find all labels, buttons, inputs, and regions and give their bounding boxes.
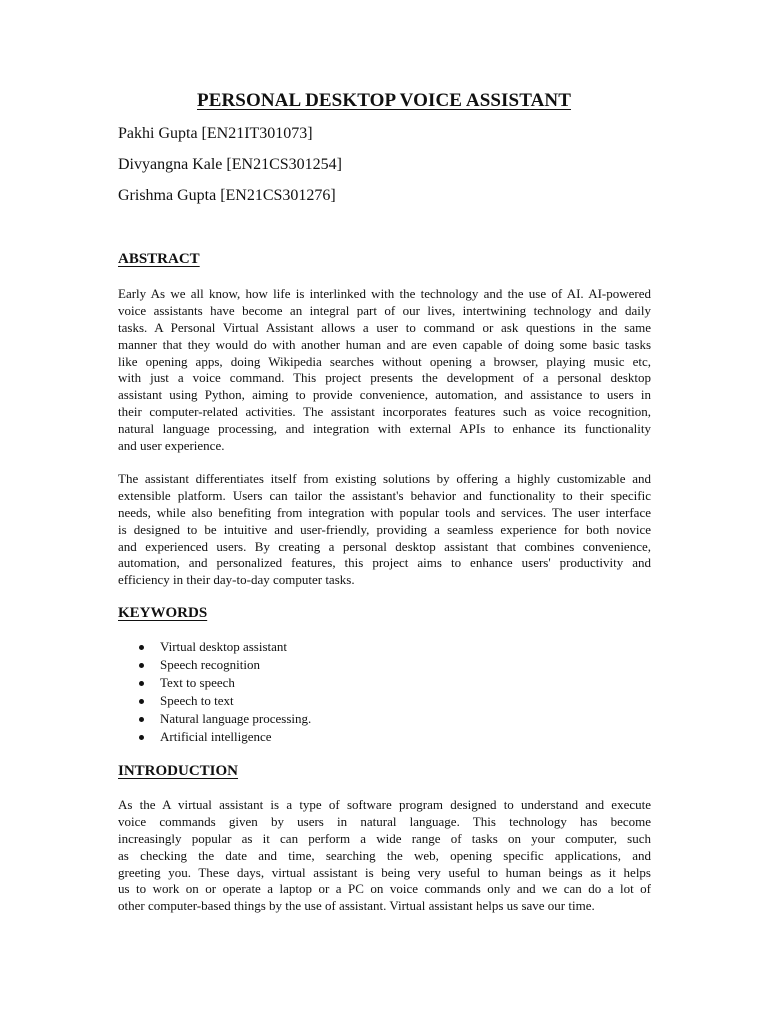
author-2: Divyangna Kale [EN21CS301254] [118, 156, 342, 173]
text-line: manner that they would do with another human and are even capable of doing some basic tasks [118, 336, 651, 352]
text-line: efficiency in their day-to-day computer tasks. [118, 572, 355, 588]
keyword-text: Text to speech [160, 675, 235, 691]
bullet-icon [139, 699, 144, 704]
bullet-icon [139, 717, 144, 722]
text-line: as checking the date and time, searching the web, opening specific applications, and [118, 847, 651, 863]
keyword-text: Artificial intelligence [160, 729, 272, 745]
keyword-text: Speech recognition [160, 657, 260, 673]
keywords-list [118, 638, 651, 747]
text-line: us to work on or operate a laptop or a PC on voice commands only and we can do a lot of [118, 881, 651, 897]
bullet-icon [139, 663, 144, 668]
text-line: needs, while also benefiting from integration with popular tools and services. The user interface [118, 504, 651, 520]
text-line: The assistant differentiates itself from existing solutions by offering a highly customizable and [118, 471, 651, 486]
introduction-paragraph [118, 797, 651, 915]
text-line: increasingly popular as it can perform a wide range of tasks on your computer, such [118, 830, 651, 846]
list-item [118, 656, 651, 674]
abstract-paragraph-1 [118, 286, 651, 455]
list-item [118, 638, 651, 656]
text-line: automation, and personalized features, this project aims to enhance users' productivity and [118, 555, 651, 571]
author-1: Pakhi Gupta [EN21IT301073] [118, 125, 313, 142]
introduction-heading: INTRODUCTION [118, 763, 239, 779]
text-line: with just a voice command. This project presents the development of a personal desktop [118, 370, 651, 386]
author-3: Grishma Gupta [EN21CS301276] [118, 187, 336, 204]
paper-title: PERSONAL DESKTOP VOICE ASSISTANT [197, 90, 571, 111]
abstract-heading: ABSTRACT [118, 251, 200, 267]
text-line: their computer-related activities. The assistant incorporates features such as voice recognition, [118, 404, 651, 420]
text-line: greeting you. These days, virtual assistant is being very useful to human beings as it helps [118, 864, 651, 880]
list-item [118, 674, 651, 692]
keyword-text: Natural language processing. [160, 711, 312, 727]
text-line: is designed to be intuitive and user-friendly, providing a seamless experience for both novice [118, 521, 651, 537]
list-item [118, 728, 651, 746]
text-line: other computer-based things by the use of assistant. Virtual assistant helps us save our time. [118, 898, 595, 914]
text-line: voice commands given by users in natural language. This technology has become [118, 813, 651, 829]
text-line: tasks. A Personal Virtual Assistant allows a user to command or ask questions in the same [118, 319, 651, 335]
bullet-icon [139, 735, 144, 740]
text-line: As the A virtual assistant is a type of software program designed to understand and execute [118, 797, 651, 812]
text-line: and experienced users. By creating a personal desktop assistant that combines convenience, [118, 538, 651, 554]
keyword-text: Virtual desktop assistant [160, 639, 288, 654]
text-line: extensible platform. Users can tailor the assistant's behavior and functionality to their specific [118, 487, 651, 503]
text-line: natural language processing, and integration with external APIs to enhance its functionality [118, 421, 651, 437]
text-line: assistant using Python, aiming to provide convenience, automation, and assistance to users in [118, 387, 651, 403]
text-line: like opening apps, doing Wikipedia searches without opening a browser, playing music etc, [118, 353, 651, 369]
list-item [118, 710, 651, 728]
keywords-heading: KEYWORDS [118, 605, 208, 621]
list-item [118, 692, 651, 710]
text-line: Early As we all know, how life is interlinked with the technology and the use of AI. AI-powered [118, 286, 651, 301]
text-line: and user experience. [118, 438, 225, 454]
abstract-paragraph-2 [118, 471, 651, 589]
text-line: voice assistants have become an integral part of our lives, intertwining technology and daily [118, 302, 651, 318]
bullet-icon [139, 645, 144, 650]
keyword-text: Speech to text [160, 693, 234, 709]
bullet-icon [139, 681, 144, 686]
